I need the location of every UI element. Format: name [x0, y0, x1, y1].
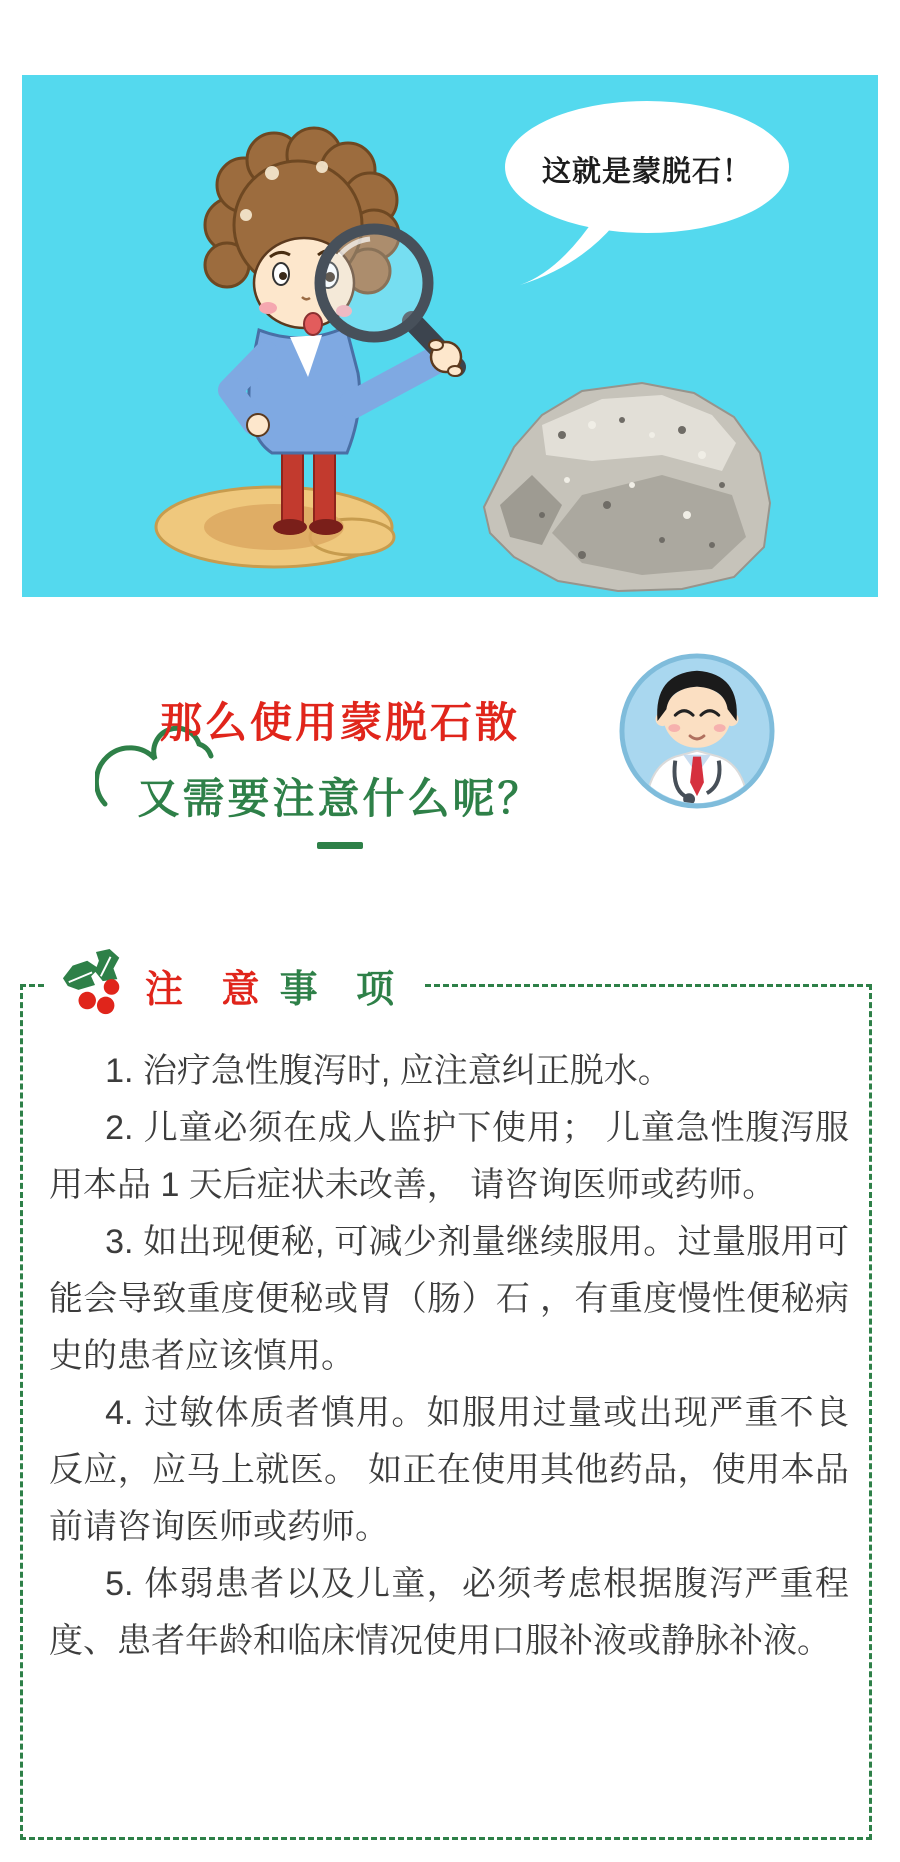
notice-item-1: 1. 治疗急性腹泻时, 应注意纠正脱水。 [105, 1052, 672, 1090]
intro-question-line2: 又需要注意什么呢？ [137, 775, 543, 822]
divider-dash [317, 842, 363, 849]
notice-box [20, 968, 872, 1840]
doctor-avatar [618, 652, 776, 810]
notice-title-red: 注 意 [145, 968, 274, 1011]
cartoon-person [205, 128, 462, 535]
intro-question-line1: 那么使用蒙脱石散 [159, 699, 520, 746]
notice-item-4: 4. 过敏体质者慎用。如服用过量或出现严重不良反应，应马上就医。 如正在使用其他药品，使用本品前请咨询医师或药师。 [49, 1394, 849, 1546]
illustration-panel [22, 75, 878, 597]
notice-title [145, 958, 408, 1013]
notice-title-green: 事 项 [279, 968, 409, 1011]
montmorillonite-rock [484, 383, 770, 591]
notice-item-2: 2. 儿童必须在成人监护下使用； 儿童急性腹泻服用本品 1 天后症状未改善， 请咨询医师或药师。 [49, 1109, 849, 1204]
speech-bubble-text: 这就是蒙脱石！ [541, 156, 752, 188]
speech-bubble [505, 101, 789, 285]
notice-list [23, 987, 869, 1670]
intro-question [40, 640, 640, 849]
intro-section [0, 640, 900, 890]
notice-header [47, 943, 422, 1027]
notice-item-3: 3. 如出现便秘, 可减少剂量继续服用。过量服用可能会导致重度便秘或胃（肠）石 ，有重度慢性便秘病史的患者应该慎用。 [49, 1223, 849, 1375]
notice-item-5: 5. 体弱患者以及儿童，必须考虑根据腹泻严重程度、患者年龄和临床情况使用口服补液或静脉补液。 [49, 1565, 849, 1660]
holly-icon [61, 948, 129, 1022]
